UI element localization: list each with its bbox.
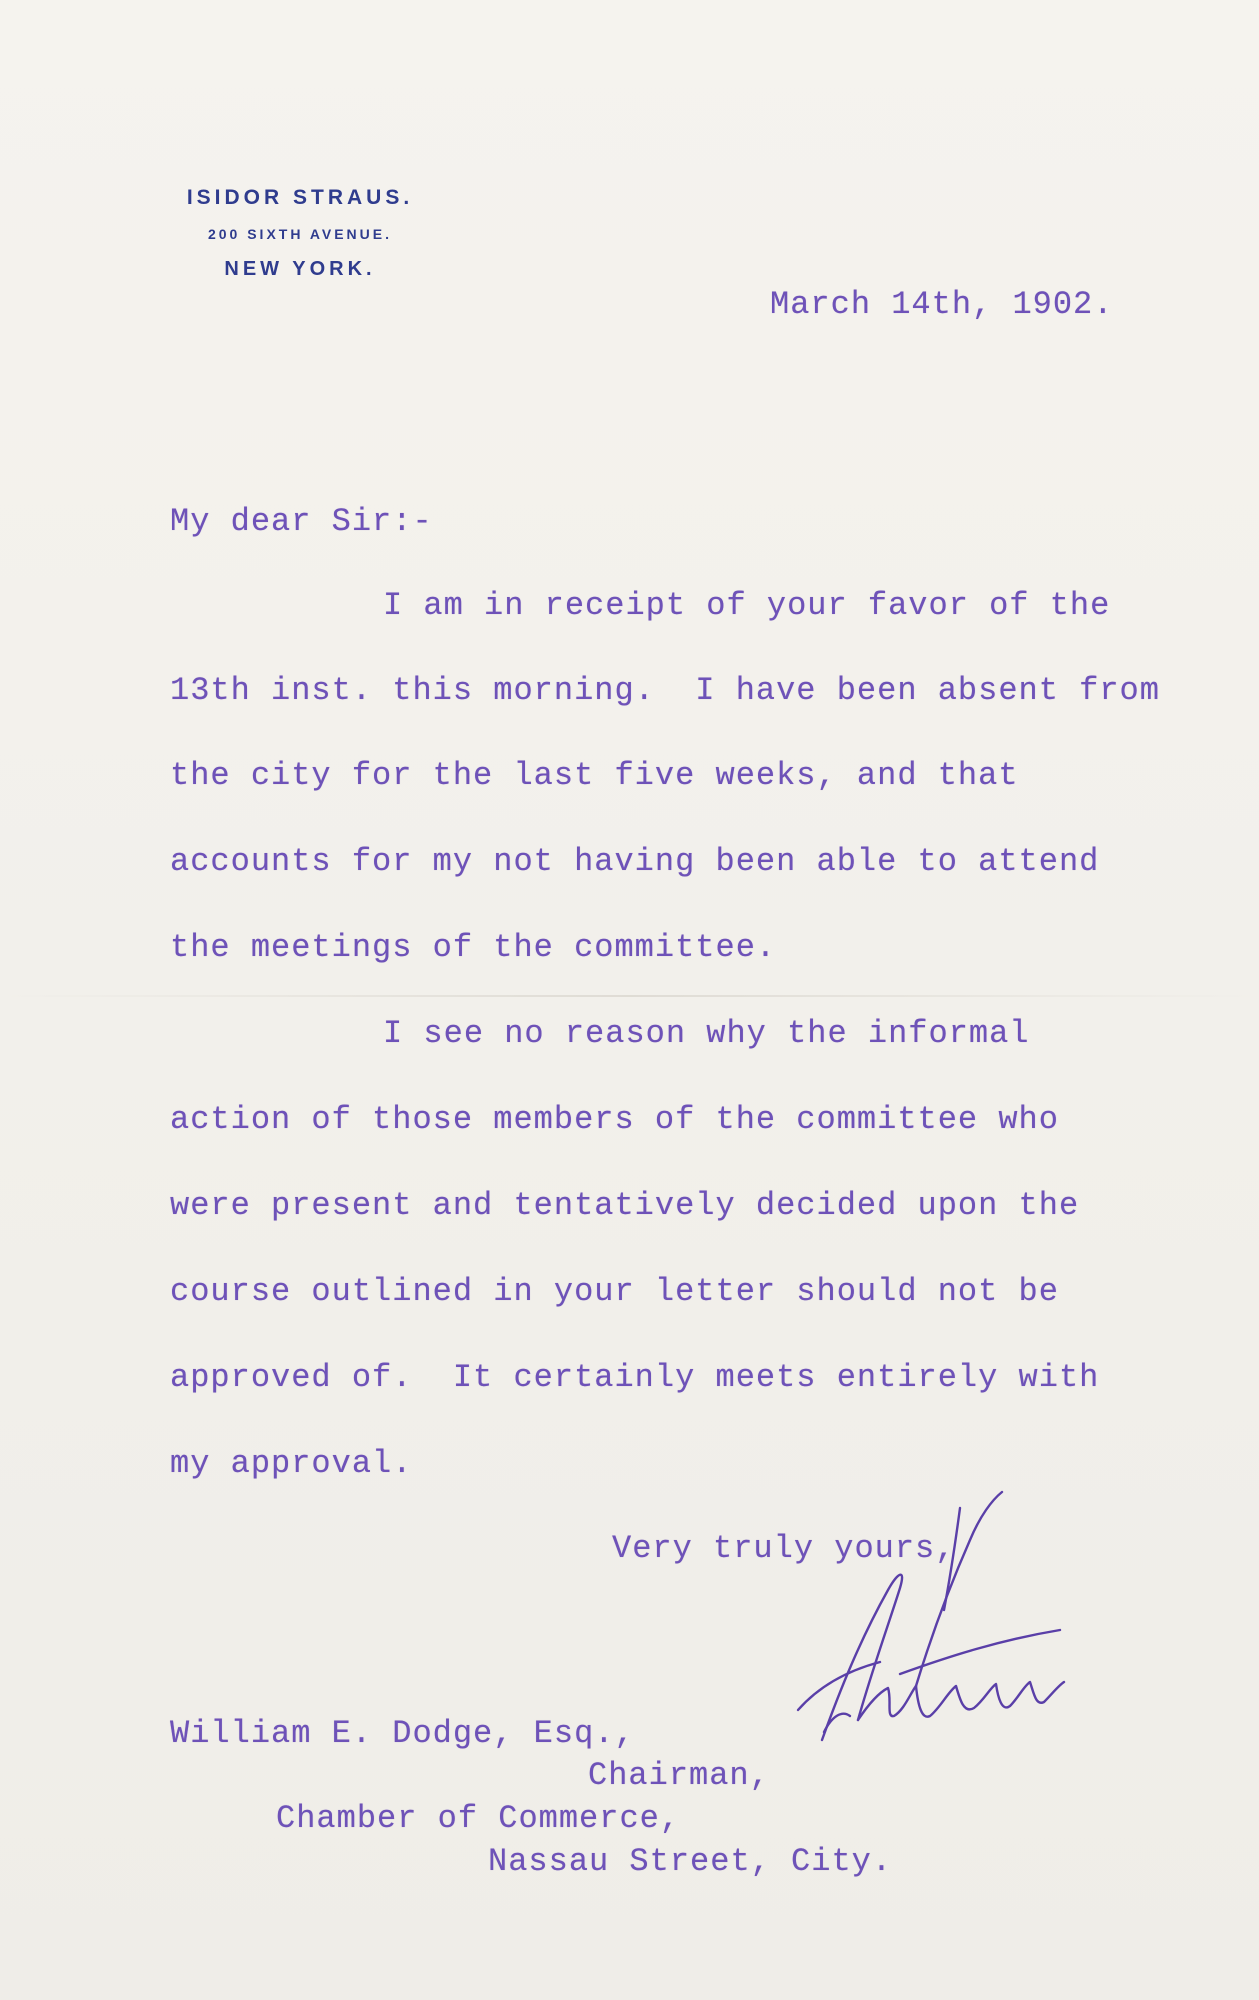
body-line: action of those members of the committee who xyxy=(170,1101,1059,1138)
closing: Very truly yours, xyxy=(612,1530,956,1567)
letterhead-city: NEW YORK. xyxy=(224,258,376,280)
body-line: 13th inst. this morning. I have been absent from xyxy=(170,672,1160,709)
body-line: course outlined in your letter should not be xyxy=(170,1273,1059,1310)
letterhead-name: ISIDOR STRAUS. xyxy=(186,186,414,209)
body-line: my approval. xyxy=(170,1445,413,1482)
recipient-title: Chairman, xyxy=(588,1757,770,1794)
body-line: I see no reason why the informal xyxy=(383,1015,1030,1052)
body-line: were present and tentatively decided upon the xyxy=(170,1187,1080,1224)
letter-date: March 14th, 1902. xyxy=(770,286,1114,323)
body-line: the city for the last five weeks, and that xyxy=(170,757,1019,794)
recipient-organization: Chamber of Commerce, xyxy=(276,1800,681,1837)
recipient-address: Nassau Street, City. xyxy=(488,1843,893,1880)
body-line: the meetings of the committee. xyxy=(170,929,777,966)
body-line: I am in receipt of your favor of the xyxy=(383,587,1111,624)
paper-fold xyxy=(0,995,1259,997)
handwritten-signature xyxy=(780,1480,1100,1760)
body-line: accounts for my not having been able to attend xyxy=(170,843,1100,880)
recipient-name: William E. Dodge, Esq., xyxy=(170,1715,635,1752)
salutation: My dear Sir:- xyxy=(170,503,433,540)
body-line: approved of. It certainly meets entirely with xyxy=(170,1359,1100,1396)
letterhead-address: 200 SIXTH AVENUE. xyxy=(207,226,393,242)
